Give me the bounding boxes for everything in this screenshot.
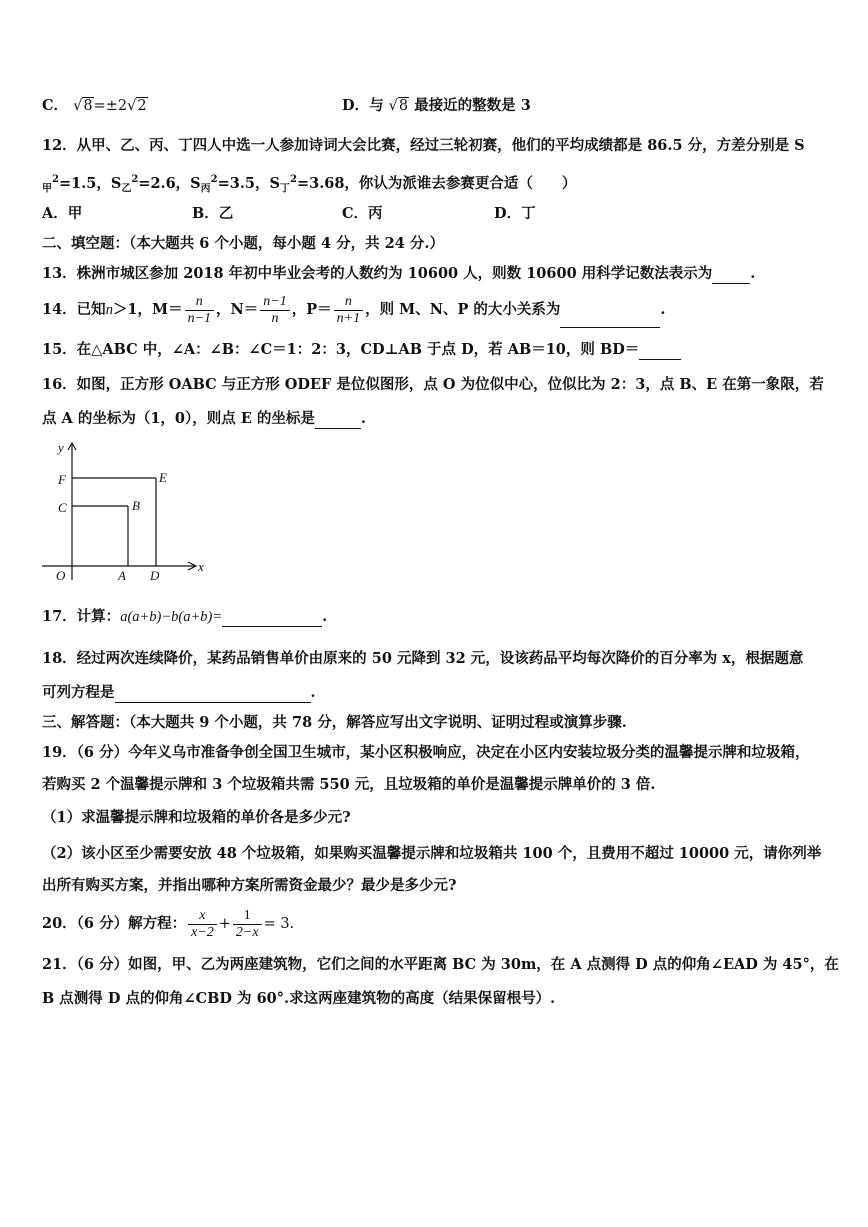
label-o: O: [56, 568, 66, 583]
expression: a(a+b)−b(a+b)=: [120, 609, 223, 625]
text: 20．（6 分）解方程：: [42, 915, 187, 932]
fraction-m: [185, 294, 214, 327]
answer-blank: [712, 269, 750, 284]
q19-sub2a: （2）该小区至少需要安放 48 个垃圾箱，如果购买温馨提示牌和垃圾箱共 100 个，且费用不超过 10000 元，请你列举: [42, 845, 822, 862]
answer-blank: [222, 612, 322, 627]
fraction-1: [188, 908, 217, 941]
text: =2.6，S: [138, 174, 201, 192]
fraction-2: [233, 908, 262, 941]
q13-text: 13．株洲市城区参加 2018 年初中毕业会考的人数约为 10600 人，则数 10600 用科学记数法表示为: [42, 265, 713, 282]
sup: 2: [289, 174, 297, 185]
text: =3.68，你认为派谁去参赛更合适（ ）: [296, 174, 577, 192]
q12-option-d: D．丁: [494, 205, 536, 222]
text: ，则 M、N、P 的大小关系为: [365, 301, 561, 318]
sub-ding: 丁: [279, 183, 290, 195]
sup: 2: [131, 174, 139, 185]
sub-yi: 乙: [121, 183, 132, 195]
q18-line1: 18．经过两次连续降价，某药品销售单价由原来的 50 元降到 32 元，设该药品平均每次降价的百分率为 x，根据题意: [42, 650, 804, 667]
q19-sub1: （1）求温馨提示牌和垃圾箱的单价各是多少元?: [42, 809, 351, 826]
radicand: 8: [83, 98, 93, 114]
sub-jia: 甲: [42, 183, 52, 195]
text: 可列方程是: [42, 684, 115, 701]
q17: 17．计算：a(a+b)−b(a+b)= .: [42, 608, 328, 625]
answer-blank: [560, 313, 660, 328]
q19-line2: 若购买 2 个温馨提示牌和 3 个垃圾箱共需 550 元，且垃圾箱的单价是温馨提示牌单价的 3 倍.: [42, 776, 656, 793]
text: =1.5，S: [58, 174, 122, 192]
q19-line1: 19．（6 分）今年义乌市准备争创全国卫生城市，某小区积极响应，决定在小区内安装垃圾分类的温馨提示牌和垃圾箱，: [42, 744, 810, 761]
sub-bing: 丙: [200, 183, 211, 195]
denominator: n−1: [187, 310, 212, 326]
numerator: n: [334, 294, 363, 311]
sqrt-2: √2: [127, 98, 147, 114]
answer-blank: [115, 688, 311, 703]
numerator: n−1: [260, 294, 289, 311]
section2-heading: 二、填空题：（本大题共 6 个小题，每小题 4 分，共 24 分.）: [42, 235, 444, 252]
label-b: B: [132, 498, 140, 513]
fraction-n: [260, 294, 289, 327]
denominator: 2−x: [235, 924, 259, 940]
denominator: n: [271, 310, 279, 326]
q11-option-d: [342, 96, 531, 116]
q14: 14．已知n＞1，M＝ $\frac{n}{n-1}$ ，N＝ $\frac{n-1}{n}$ ，P＝ $\frac{n}{n+1}$ ，则 M、N、P 的大小关系为 .: [42, 292, 838, 328]
q12-line1: 12．从甲、乙、丙、丁四人中选一人参加诗词大会比赛，经过三轮初赛，他们的平均成绩都是 86.5 分，方差分别是 S: [42, 137, 805, 154]
numerator: n: [185, 294, 214, 311]
sup: 2: [52, 174, 59, 185]
numerator: 1: [233, 908, 262, 925]
answer-blank: [639, 345, 681, 360]
similar-squares-figure: [38, 440, 218, 590]
label-a: A: [118, 568, 126, 583]
q13: 13．株洲市城区参加 2018 年初中毕业会考的人数约为 10600 人，则数 10600 用科学记数法表示为 .: [42, 265, 756, 282]
q19-sub2b: 出所有购买方案，并指出哪种方案所需资金最少？最少是多少元?: [42, 877, 457, 894]
option-label: D．: [342, 97, 370, 114]
var-n: n: [105, 302, 113, 318]
text: =3.5，S: [217, 174, 280, 192]
q11-option-c: [42, 96, 148, 116]
sqrt-8: √8: [73, 98, 93, 114]
option-label: C．: [42, 97, 69, 114]
q12-option-c: C．丙: [342, 205, 383, 222]
q15-text: 15．在△ABC 中，∠A：∠B：∠C＝1：2：3，CD⊥AB 于点 D，若 AB＝10，则 BD＝: [42, 341, 640, 358]
option-text: 与: [369, 97, 384, 114]
q18-line2: 可列方程是 .: [42, 684, 316, 701]
sqrt-8: √8: [388, 98, 409, 114]
option-text: =±2: [93, 98, 128, 114]
text: = 3.: [263, 916, 295, 932]
radicand: 2: [137, 98, 147, 114]
denominator: x−2: [191, 924, 214, 940]
label-x: x: [198, 559, 204, 574]
q20: [42, 904, 838, 944]
text: ，N＝: [216, 301, 259, 318]
q21-line2: B 点测得 D 点的仰角∠CBD 为 60°.求这两座建筑物的高度（结果保留根号）.: [42, 990, 556, 1007]
section3-heading: 三、解答题：（本大题共 9 个小题，共 78 分，解答应写出文字说明、证明过程或演算步骤.: [42, 714, 627, 731]
label-y: y: [58, 440, 64, 455]
text: 17．计算：: [42, 608, 121, 625]
text: ，P＝: [291, 301, 332, 318]
option-text: 最接近的整数是 3: [414, 97, 531, 114]
answer-blank: [315, 414, 361, 429]
text: 点 A 的坐标为（1，0），则点 E 的坐标是: [42, 410, 315, 427]
q21-line1: 21．（6 分）如图，甲、乙为两座建筑物，它们之间的水平距离 BC 为 30m，在 A 点测得 D 点的仰角∠EAD 为 45°，在: [42, 956, 839, 973]
q15: [42, 340, 838, 360]
plus-sign: +: [218, 916, 231, 932]
q12-option-a: A．甲: [42, 205, 83, 222]
sup: 2: [210, 174, 218, 185]
q12-line2: [42, 170, 838, 200]
label-e: E: [159, 470, 167, 485]
text: 14．已知: [42, 301, 106, 318]
label-f: F: [58, 472, 66, 487]
q12-option-b: B．乙: [192, 205, 234, 222]
label-d: D: [150, 568, 160, 583]
q16-line2: 点 A 的坐标为（1，0），则点 E 的坐标是 .: [42, 410, 366, 427]
fraction-p: [334, 294, 363, 327]
denominator: n+1: [336, 310, 361, 326]
text: ＞1，M＝: [112, 301, 183, 318]
radicand: 8: [398, 98, 409, 114]
numerator: x: [188, 908, 217, 925]
q16-line1: 16．如图，正方形 OABC 与正方形 ODEF 是位似图形，点 O 为位似中心，位似比为 2：3，点 B、E 在第一象限，若: [42, 376, 824, 393]
label-c: C: [58, 500, 67, 515]
